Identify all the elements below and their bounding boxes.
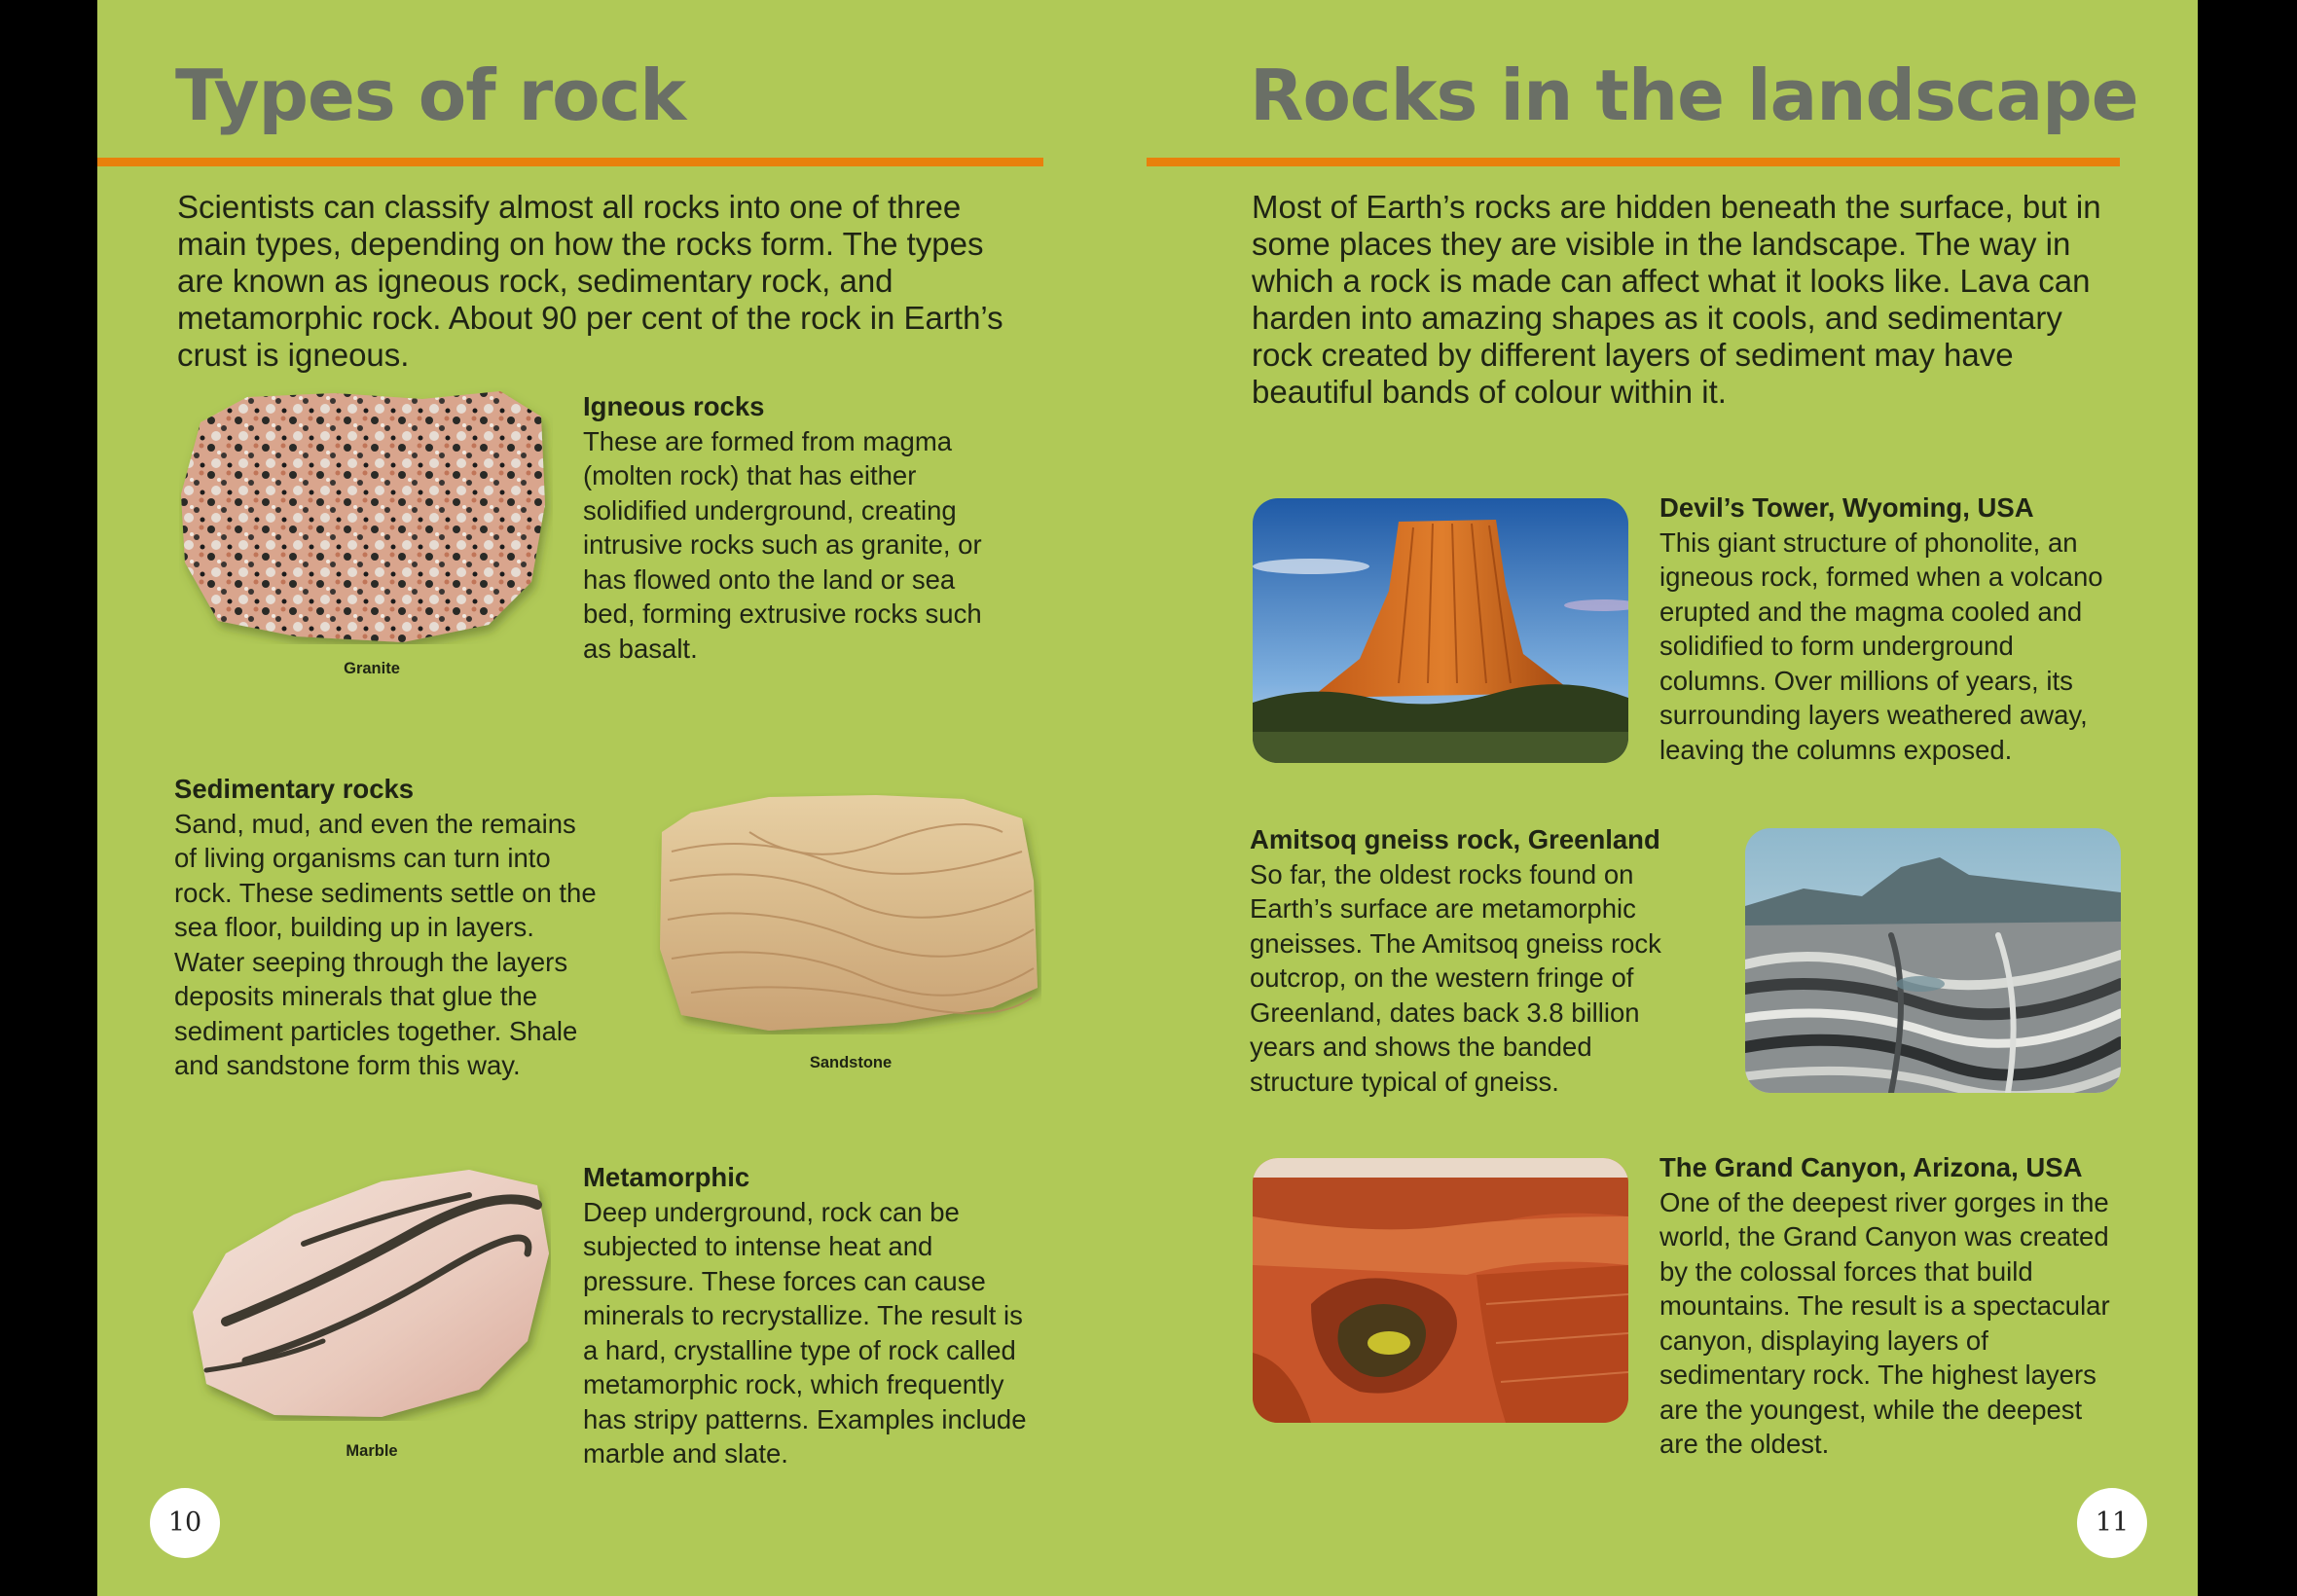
grand-canyon-photo: [1253, 1158, 1628, 1423]
grand-canyon-section: [1659, 1150, 2127, 1462]
sandstone-image: [652, 793, 1041, 1034]
amitsoq-heading: Amitsoq gneiss rock, Greenland: [1250, 824, 1660, 854]
granite-caption: Granite: [344, 660, 400, 677]
amitsoq-body: So far, the oldest rocks found on Earth’s surface are metamorphic gneisses. The Amitsoq gneiss rock outcrop, on the western fringe of Greenland, dates back 3.8 billion years and shows the banded structure typical of gneiss.: [1250, 858, 1661, 1097]
marble-caption: Marble: [346, 1442, 398, 1460]
left-page-title: Types of rock: [175, 54, 686, 136]
amitsoq-gneiss-photo: [1745, 828, 2121, 1093]
metamorphic-heading: Metamorphic: [583, 1162, 750, 1192]
metamorphic-section: [583, 1160, 1040, 1471]
book-spread: [97, 0, 2198, 1596]
devils-tower-heading: Devil’s Tower, Wyoming, USA: [1659, 492, 2034, 523]
page-number-left: 10: [150, 1488, 220, 1558]
grand-canyon-body: One of the deepest river gorges in the world, the Grand Canyon was created by the colossal forces that build mountains. The result is a spectacular canyon, displaying layers of sedimentary rock. The highest layers are the youngest, while the deepest are the oldest.: [1659, 1186, 2110, 1459]
sandstone-caption: Sandstone: [809, 1054, 893, 1071]
devils-tower-photo: [1253, 498, 1628, 763]
sedimentary-section: [174, 772, 602, 1083]
right-intro-text: Most of Earth’s rocks are hidden beneath the surface, but in some places they are visible in the landscape. The way in which a rock is made can affect what it looks like. Lava can harden into amazing shapes as it cools, and sedimentary rock created by different layers of sediment may have beautiful bands of colour within it.: [1252, 189, 2101, 410]
marble-image: [187, 1166, 551, 1421]
sedimentary-heading: Sedimentary rocks: [174, 774, 415, 804]
page-number-right: 11: [2077, 1488, 2147, 1558]
sedimentary-body: Sand, mud, and even the remains of living organisms can turn into rock. These sediments settle on the sea floor, building up in layers. Water seeping through the layers deposits minerals that glue the sediment particles together. Shale and sandstone form this way.: [174, 808, 597, 1080]
igneous-body: These are formed from magma (molten rock) that has either solidified underground, creating intrusive rocks such as granite, or has flowed onto the land or sea bed, forming extrusive rocks such as basalt.: [583, 425, 982, 664]
igneous-section: [583, 389, 1011, 666]
left-intro-text: Scientists can classify almost all rocks into one of three main types, depending on how the rocks form. The types are known as igneous rock, sedimentary rock, and metamorphic rock. About 90 per cent of the rock in Earth’s crust is igneous.: [177, 189, 1003, 373]
right-page-title: Rocks in the landscape: [1250, 54, 2138, 136]
devils-tower-section: [1659, 490, 2127, 767]
devils-tower-body: This giant structure of phonolite, an igneous rock, formed when a volcano erupted and the magma cooled and solidified to form underground columns. Over millions of years, its surrounding layers weathered away, leaving the columns exposed.: [1659, 526, 2103, 765]
grand-canyon-heading: The Grand Canyon, Arizona, USA: [1659, 1152, 2083, 1182]
right-title-rule: [1147, 158, 2120, 166]
left-title-rule: [97, 158, 1043, 166]
amitsoq-section: [1250, 822, 1678, 1099]
igneous-heading: Igneous rocks: [583, 391, 765, 421]
metamorphic-body: Deep underground, rock can be subjected to intense heat and pressure. These forces can cause minerals to recrystallize. The result is a hard, crystalline type of rock called metamorphic rock, which frequently has stripy patterns. Examples include marble and slate.: [583, 1196, 1027, 1469]
granite-image: [179, 387, 553, 644]
